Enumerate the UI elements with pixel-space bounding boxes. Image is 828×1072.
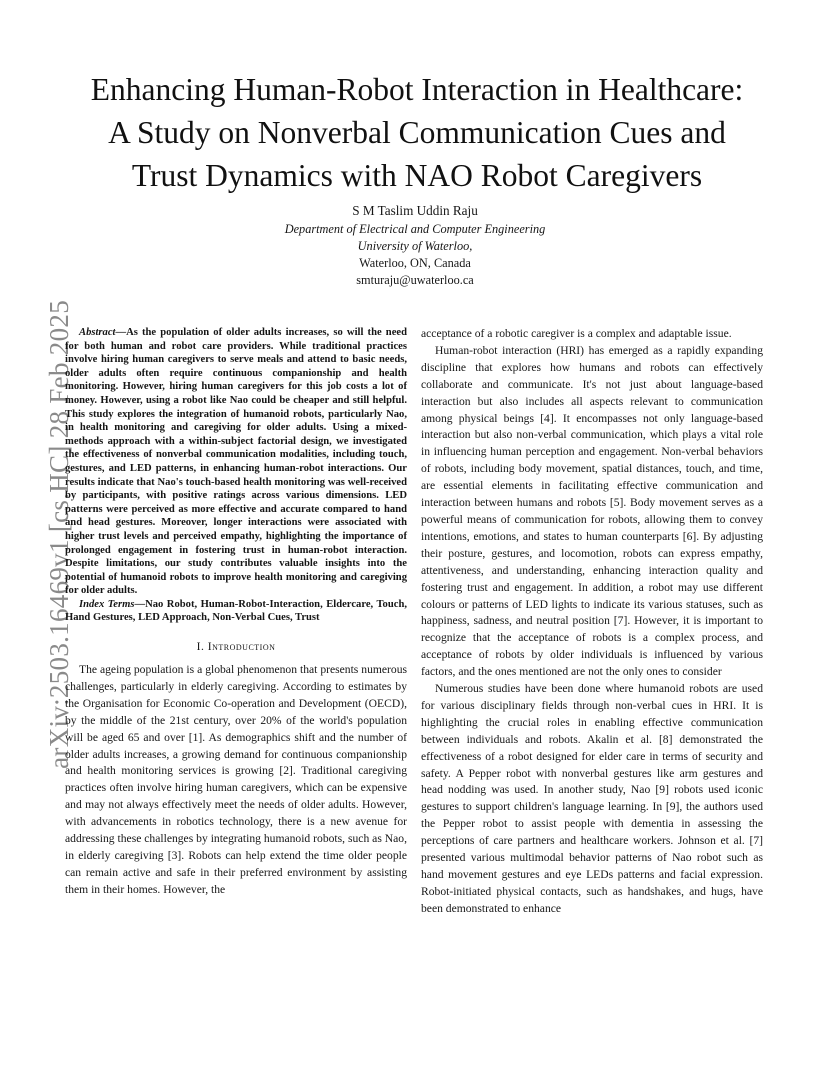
abstract <box>65 326 407 598</box>
right-column <box>421 326 763 918</box>
author-block <box>210 202 620 289</box>
author-university: University of Waterloo, <box>357 239 473 253</box>
paper-title <box>50 68 784 197</box>
abstract-text: —As the population of older adults increases, so will the need for both human and robot care providers. While traditional practices involve hiring human caregivers to serve meals and attend to basic needs, older adults often require continuous companionship and health monitoring. However, hiring human caregivers for this job costs a lot of money. However, using a robot like Nao could be cheaper and still helpful. This study explores the integration of humanoid robots, particularly Nao, in health monitoring and caregiving for older adults. Using a mixed-methods approach with a within-subject factorial design, we investigated the effectiveness of nonverbal communication modalities, including touch, gestures, and LED patterns, in enhancing human-robot interactions. Our results indicate that Nao's touch-based health monitoring was well-received by participants, with positive ratings across various dimensions. LED patterns were perceived as more effective and accurate compared to hand and head gestures. Moreover, longer interactions were associated with higher trust levels and perceived empathy, highlighting the importance of prolonged engagement in fostering trust in human-robot interaction. Despite limitations, our study contributes valuable insights into the potential of humanoid robots to improve health monitoring and caregiving for older adults. <box>65 327 407 597</box>
arxiv-identifier: arXiv:2503.16469v1 [cs.HC] 28 Feb 2025 <box>44 300 74 769</box>
intro-paragraph-1-continued: acceptance of a robotic caregiver is a complex and adaptable issue. <box>421 327 732 340</box>
title-line-2: A Study on Nonverbal Communication Cues and <box>108 115 726 150</box>
title-line-1: Enhancing Human-Robot Interaction in Healthcare: <box>90 72 744 107</box>
author-email: smturaju@uwaterloo.ca <box>356 273 474 287</box>
abstract-label: Abstract <box>79 327 116 338</box>
intro-paragraph-1: The ageing population is a global phenomenon that presents numerous challenges, particularly in elderly caregiving. According to estimates by the Organisation for Economic Co-operation and Development (OECD), by the middle of the 21st century, over 20% of the world's population will be aged 65 and over [1]. As demographics shift and the number of older adults increases, a growing demand for continuous companionship and health monitoring services is growing [2]. Traditional caregiving practices often involve hiring human caregivers, which can be expensive and may not always effectively meet the needs of older adults. However, with advancements in robotics technology, there is a new avenue for addressing these challenges by integrating humanoid robots, such as Nao, in elderly caregiving [3]. Robots can help extend the time older people can remain active and safe in their preferred environment by assisting them in their homes. However, the <box>65 662 407 896</box>
author-location: Waterloo, ON, Canada <box>359 256 471 270</box>
author-department: Department of Electrical and Computer Engineering <box>284 222 546 236</box>
intro-paragraph-2: Human-robot interaction (HRI) has emerged as a rapidly expanding discipline that explores how humans and robots can effectively collaborate and communicate. It's not just about language-based interaction but also includes all aspects relevant to communication among physical beings [4]. It encompasses not only language-based interaction but also non-verbal communication, which plays a vital role in influencing human perception and engagement. Non-verbal behaviors of robots, including body movement, spatial distances, touch, and time, are essential elements in facilitating effective communication and interaction between humans and robots [5]. Body movement serves as a powerful means of communication for robots, allowing them to convey intentions, emotions, and states to human counterparts [6]. By adjusting their posture, gestures, and locomotion, robots can express empathy, attentiveness, and understanding, enhancing interaction quality and fostering trust and engagement. In addition, a robot may use different colours or patterns of LED lights to indicate its various statuses, such as happiness, sadness, and neutral position [7]. However, it is important to recognize that the acceptance of robots is a complex process, and acceptance of robots by older individuals is influenced by various factors, and the ones mentioned are not the only ones to consider <box>421 343 763 679</box>
left-column <box>65 326 407 899</box>
index-terms-text: —Nao Robot, Human-Robot-Interaction, Eldercare, Touch, Hand Gestures, LED Approach, Non-Verbal Cues, Trust <box>65 598 407 624</box>
intro-paragraph-3: Numerous studies have been done where humanoid robots are used for various disciplinary fields through non-verbal cues in HRI. It is highlighting the crucial roles in enabling effective communication between individuals and robots. Akalin et al. [8] demonstrated the effectiveness of a robot designed for elder care in terms of security and safety. A Pepper robot with nonverbal gestures like arm gestures and head nodding was used. In another study, Nao [9] robots used iconic gestures to support children's language learning. In [9], the authors used the Pepper robot to assist people with dementia in assessing the perceptions of care partners and healthcare workers. Johnson et al. [7] presented various multimodal behavior patterns of Nao robot such as hand movement gestures and eye LEDs patterns and facial expression. Robot-initiated physical contacts, such as handshakes, and hugs, have been demonstrated to enhance <box>421 682 763 915</box>
section-heading-introduction: I. Introduction <box>196 640 276 654</box>
title-line-3: Trust Dynamics with NAO Robot Caregivers <box>131 158 703 193</box>
index-terms-label: Index Terms <box>79 598 135 610</box>
author-name: S M Taslim Uddin Raju <box>352 203 478 218</box>
index-terms <box>65 598 407 625</box>
